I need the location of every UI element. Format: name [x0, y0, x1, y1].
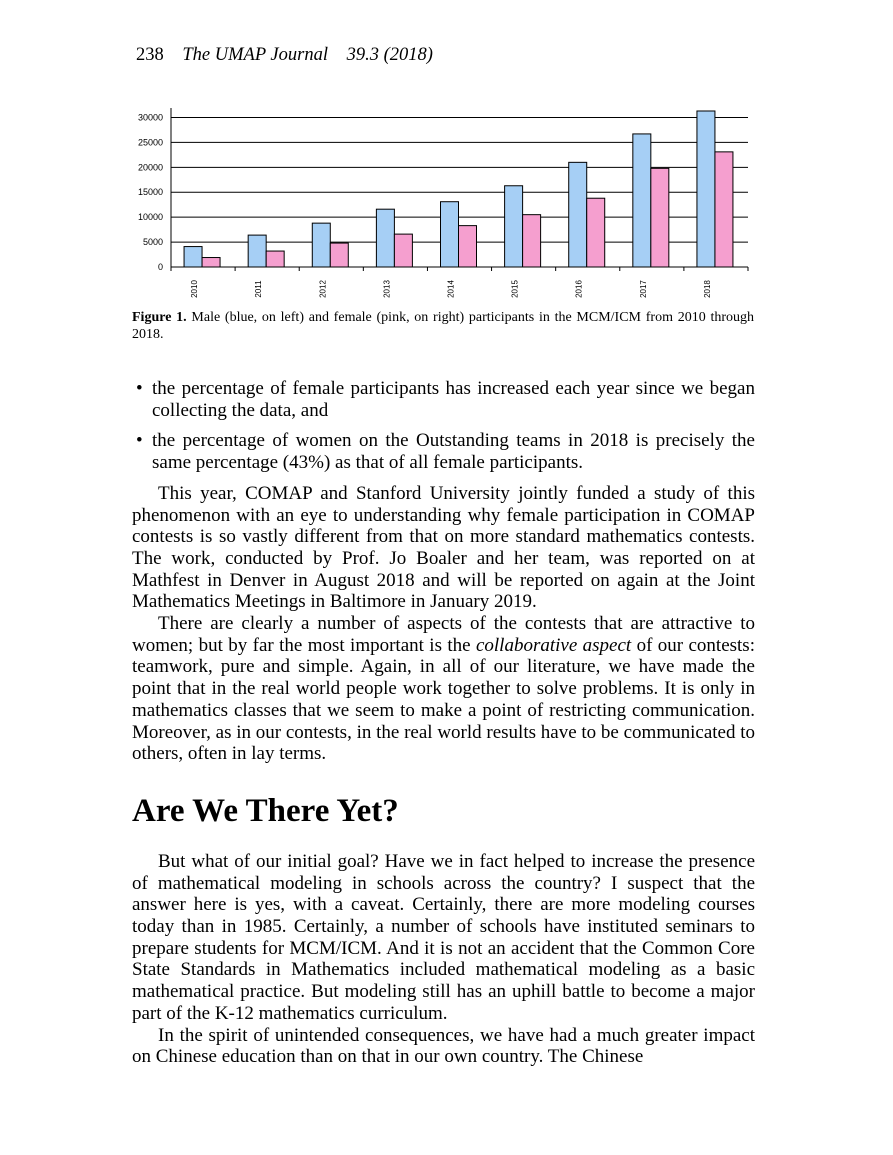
y-tick-label: 15000 — [137, 187, 163, 198]
bar-female — [523, 215, 541, 267]
figure-label: Figure 1. — [132, 310, 187, 325]
y-tick-label: 30000 — [137, 112, 163, 123]
bar-male — [312, 223, 330, 267]
emphasis-text: collaborative aspect — [475, 634, 632, 656]
bar-female — [587, 198, 605, 267]
x-tick-label: 2013 — [382, 280, 392, 298]
paragraph-text: of our contests: teamwork, pure and simple. Again, in all of our literature, we have made the point that in the real world people work together to solve problems. It is only in mathematics classes that we seem to make a point of restricting communication. Moreover, as in our contests, in the real world results have to be communicated to others, often in lay terms. — [132, 634, 755, 765]
bar-male — [441, 202, 459, 267]
page-number: 238 — [136, 45, 164, 65]
paragraph: But what of our initial goal? Have we in fact helped to increase the presence of mathematical modeling in schools across the country? I suspect that the answer here is yes, with a caveat. Certainly, there are more modeling courses today than in 1985. Certainly, a number of schools have instituted seminars to prepare students for MCM/ICM. And it is not an accident that the Common Core State Standards in Mathematics included mathematical modeling as a basic mathematical practice. But modeling still has an uphill battle to become a major part of the K-12 mathematics curriculum. — [132, 850, 755, 1024]
bar-male — [376, 209, 394, 267]
bullet-dot-icon: • — [136, 378, 143, 399]
bar-male — [569, 162, 587, 267]
journal-title: The UMAP Journal — [182, 45, 328, 65]
paragraph: This year, COMAP and Stanford University jointly funded a study of this phenomenon with an eye to understanding why female participation in COMAP contests is so vastly different from that on more standard mathematics contests. The work, conducted by Prof. Jo Boaler and her team, was reported on at Mathfest in Denver in August 2018 and will be reported on again at the Joint Mathematics Meetings in Baltimore in January 2019. — [132, 482, 755, 613]
bar-female — [715, 152, 733, 267]
bar-female — [266, 251, 284, 267]
section-heading: Are We There Yet? — [132, 792, 399, 829]
x-tick-label: 2015 — [510, 280, 520, 298]
body-text — [132, 378, 755, 1068]
x-tick-label: 2018 — [702, 280, 712, 298]
bar-female — [459, 226, 477, 267]
bar-male — [505, 186, 523, 267]
paragraph-text: There are clearly a number of aspects of the contests that are attractive to women; but by far the most important is the — [132, 613, 755, 656]
bar-male — [633, 134, 651, 267]
running-head — [136, 44, 433, 66]
bullet-text: the percentage of female participants has increased each year since we began collecting the data, and — [152, 378, 755, 421]
bar-female — [330, 243, 348, 267]
x-tick-label: 2011 — [254, 280, 264, 298]
paragraph: In the spirit of unintended consequences, we have had a much greater impact on Chinese education than on that in our own country. The Chinese — [132, 1024, 755, 1068]
bar-female — [202, 258, 220, 267]
x-tick-label: 2017 — [638, 280, 648, 298]
participants-bar-chart — [120, 100, 770, 300]
bar-male — [184, 247, 202, 267]
y-tick-label: 10000 — [137, 212, 163, 223]
x-tick-label: 2014 — [446, 280, 456, 298]
y-tick-label: 25000 — [137, 137, 163, 148]
x-tick-label: 2016 — [574, 280, 584, 298]
x-tick-label: 2012 — [318, 280, 328, 298]
y-tick-label: 5000 — [142, 237, 163, 248]
bullet-item — [132, 378, 755, 421]
bar-female — [651, 168, 669, 267]
y-tick-label: 0 — [157, 262, 163, 272]
bar-male — [697, 111, 715, 267]
paragraph — [132, 613, 755, 765]
y-tick-label: 20000 — [137, 162, 163, 173]
figure-caption-text: Male (blue, on left) and female (pink, on right) participants in the MCM/ICM from 2010 through 2018. — [132, 310, 755, 342]
journal-issue: 39.3 (2018) — [346, 45, 433, 65]
bar-female — [394, 234, 412, 267]
bullet-list — [132, 378, 755, 474]
x-tick-label: 2010 — [190, 280, 200, 298]
bullet-text: the percentage of women on the Outstanding teams in 2018 is precisely the same percentage (43%) as that of all female participants. — [152, 430, 755, 474]
bullet-item — [132, 430, 755, 473]
bar-male — [248, 235, 266, 267]
bullet-dot-icon: • — [136, 430, 143, 452]
figure-caption — [132, 309, 754, 343]
